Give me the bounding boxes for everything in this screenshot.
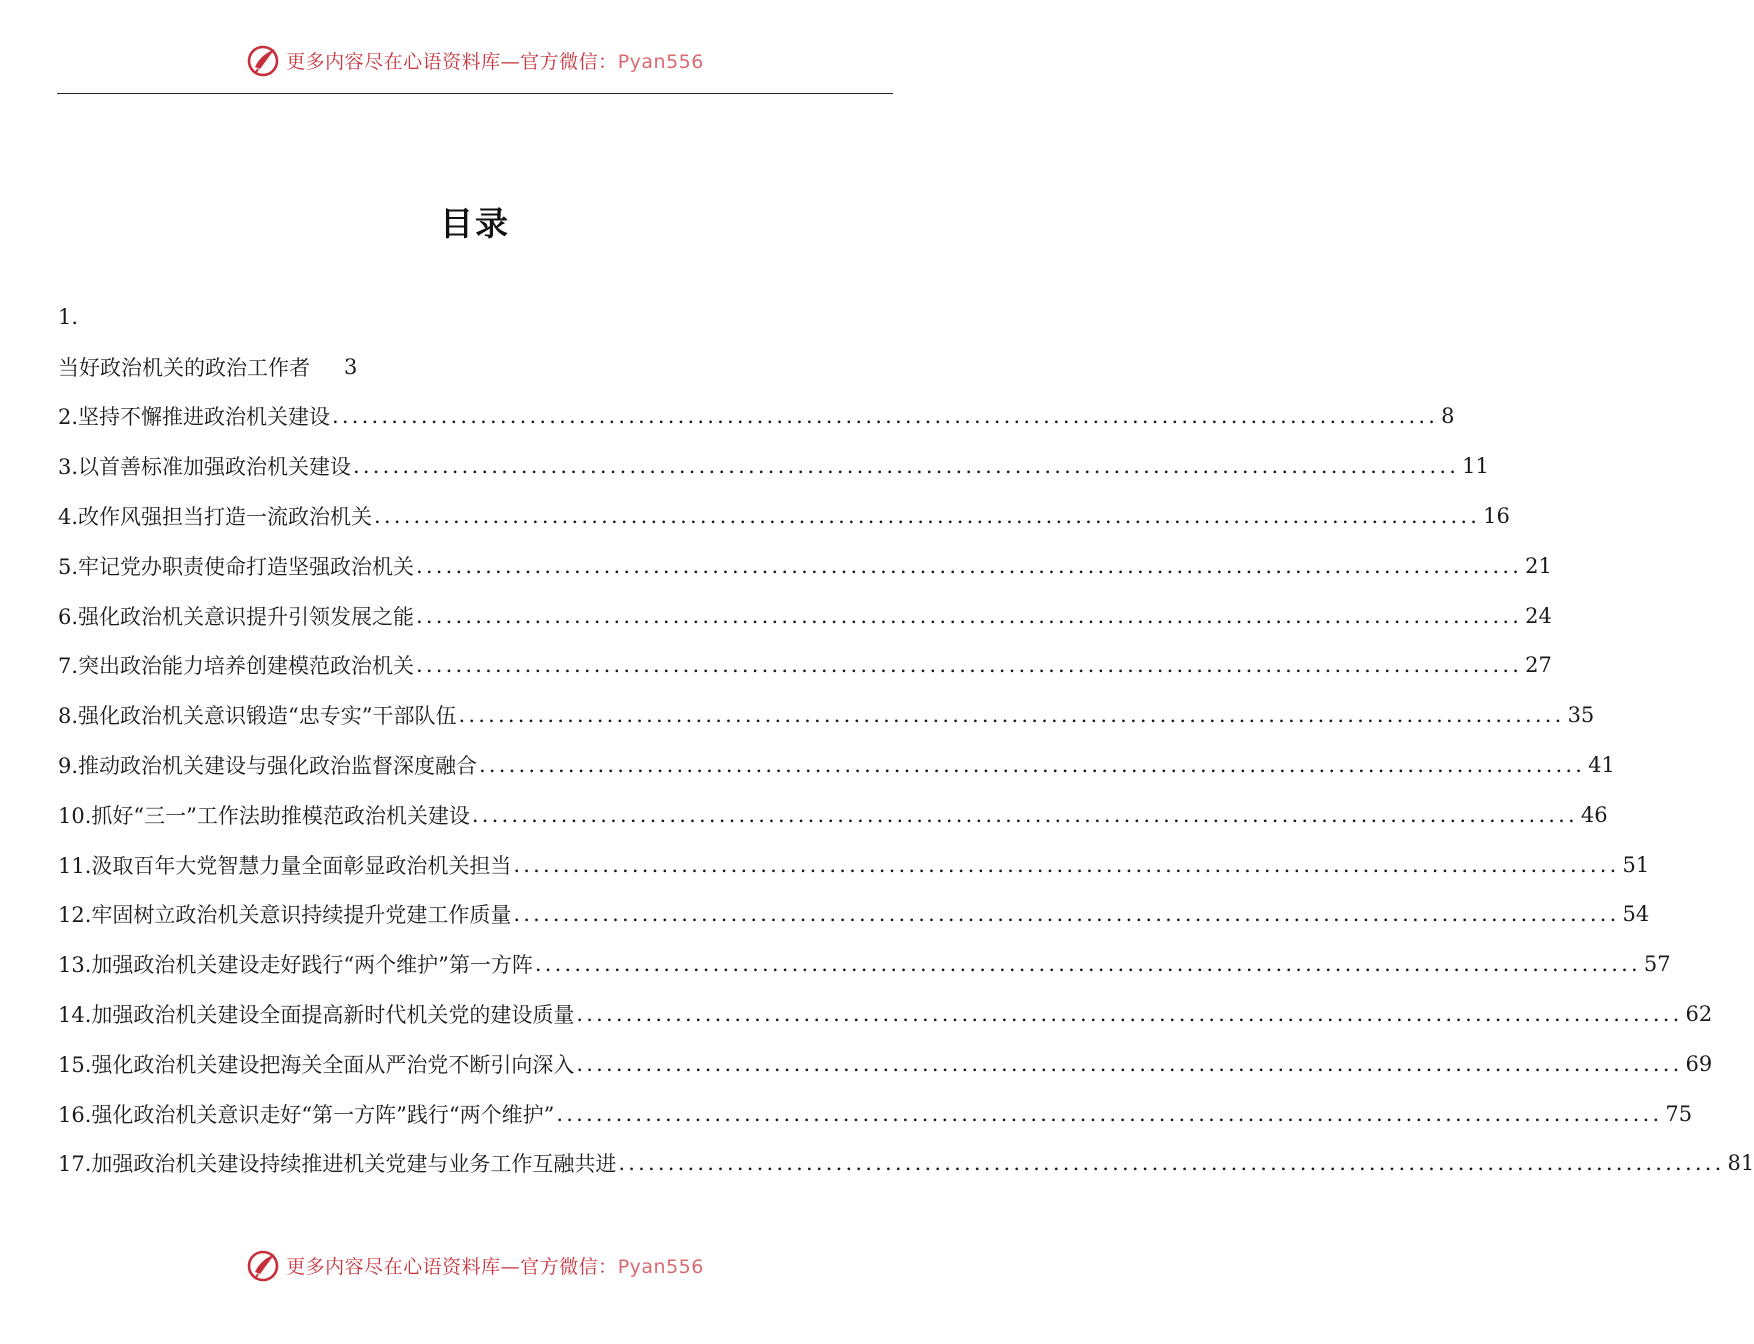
toc-entry-1[interactable] <box>58 342 893 392</box>
toc-entry-page: 75 <box>1665 1101 1693 1126</box>
toc-entry-7[interactable] <box>58 641 1552 691</box>
toc-leader-dots: ................................................................................................................ <box>416 603 1523 628</box>
toc-entry-page: 51 <box>1622 852 1650 877</box>
toc-entry-page: 69 <box>1685 1051 1713 1076</box>
toc-entry-16[interactable] <box>58 1089 1693 1139</box>
toc-leader-dots: ................................................................................................................ <box>479 753 1586 778</box>
toc-entry-page: 27 <box>1525 653 1552 678</box>
toc-leader-dots: ................................................................................................................ <box>471 802 1578 827</box>
toc-entry-page: 46 <box>1580 802 1608 827</box>
toc-entry-3[interactable] <box>58 441 1489 491</box>
header-wechat-label: 官方微信： <box>520 50 618 73</box>
toc-entry-10[interactable] <box>58 790 1608 840</box>
footer-dash: — <box>500 1255 521 1278</box>
toc-entry-page: 3 <box>344 354 358 379</box>
toc-leader-dots: ................................................................................................................ <box>353 454 1460 479</box>
toc-entry-title: 9.推动政治机关建设与强化政治监督深度融合 <box>58 754 478 779</box>
toc-entry-5[interactable] <box>58 541 1552 591</box>
toc-entry-list <box>58 392 1754 1189</box>
toc-leader-dots: ................................................................................................................ <box>534 952 1641 977</box>
toc-entry-title: 12.牢固树立政治机关意识持续提升党建工作质量 <box>58 903 512 928</box>
toc-entry-title: 17.加强政治机关建设持续推进机关党建与业务工作互融共进 <box>58 1152 617 1177</box>
table-of-contents <box>58 292 1754 1188</box>
toc-entry-title: 6.强化政治机关意识提升引领发展之能 <box>58 604 415 629</box>
page-title: 目录 <box>440 204 510 243</box>
toc-entry-page: 54 <box>1622 902 1650 927</box>
toc-entry-title: 11.汲取百年大党智慧力量全面彰显政治机关担当 <box>58 853 512 878</box>
toc-leader-dots: ................................................................................................................ <box>332 404 1439 429</box>
toc-entry-title: 5.牢记党办职责使命打造坚强政治机关 <box>58 554 415 579</box>
toc-entry-title: 13.加强政治机关建设走好践行“两个维护”第一方阵 <box>58 953 533 978</box>
brand-logo-icon <box>246 43 280 77</box>
toc-entry-page: 62 <box>1685 1002 1713 1027</box>
toc-entry-12[interactable] <box>58 890 1650 940</box>
toc-entry-page: 21 <box>1525 553 1552 578</box>
toc-entry-14[interactable] <box>58 989 1713 1039</box>
toc-entry-title: 8.强化政治机关意识锻造“忠专实”干部队伍 <box>58 704 457 729</box>
toc-leader-dots: ................................................................................................................ <box>416 553 1523 578</box>
footer-brand: 更多内容尽在心语资料库 <box>286 1255 501 1278</box>
toc-leader-dots: ................................................................................................................ <box>416 653 1523 678</box>
toc-entry-title: 14.加强政治机关建设全面提高新时代机关党的建设质量 <box>58 1003 575 1028</box>
toc-entry-6[interactable] <box>58 591 1552 641</box>
toc-leader-dots: ................................................................................................................ <box>513 902 1620 927</box>
toc-entry-9[interactable] <box>58 740 1615 790</box>
toc-entry-17[interactable] <box>58 1139 1754 1189</box>
toc-entry-title: 当好政治机关的政治工作者 <box>58 355 310 380</box>
toc-entry-page: 8 <box>1441 404 1455 429</box>
toc-entry-title: 7.突出政治能力培养创建模范政治机关 <box>58 654 415 679</box>
toc-entry-title: 10.抓好“三一”工作法助推模范政治机关建设 <box>58 803 470 828</box>
toc-leader-dots: ................................................................................................................ <box>576 1002 1683 1027</box>
toc-entry-page: 11 <box>1462 454 1489 479</box>
toc-leader-dots: ................................................................................................................ <box>513 852 1620 877</box>
toc-entry-13[interactable] <box>58 939 1671 989</box>
header-wechat-id: Pyan556 <box>617 50 704 73</box>
toc-entry-page: 57 <box>1643 952 1671 977</box>
header-divider <box>57 93 893 94</box>
footer-text <box>286 1252 704 1279</box>
toc-entry-1-number[interactable] <box>58 292 893 342</box>
toc-entry-page: 41 <box>1588 753 1615 778</box>
toc-entry-title: 16.强化政治机关意识走好“第一方阵”践行“两个维护” <box>58 1102 555 1127</box>
toc-leader-dots: ................................................................................................................ <box>374 504 1481 529</box>
toc-leader-dots: ................................................................................................................ <box>556 1101 1663 1126</box>
toc-leader-dots: ................................................................................................................ <box>458 703 1565 728</box>
toc-leader-dots: ................................................................................................................ <box>618 1151 1725 1176</box>
toc-entry-title: 3.以首善标准加强政治机关建设 <box>58 455 352 480</box>
toc-entry-4[interactable] <box>58 491 1510 541</box>
footer-wechat-id: Pyan556 <box>617 1255 704 1278</box>
toc-entry-title: 4.改作风强担当打造一流政治机关 <box>58 505 373 530</box>
toc-entry-15[interactable] <box>58 1039 1713 1089</box>
toc-entry-page: 35 <box>1567 703 1595 728</box>
header-dash: — <box>500 50 521 73</box>
toc-entry-11[interactable] <box>58 840 1650 890</box>
footer-banner <box>0 1245 950 1285</box>
toc-entry-number: 1. <box>58 304 79 329</box>
toc-entry-page: 81 <box>1727 1151 1754 1176</box>
toc-entry-page: 16 <box>1483 504 1510 529</box>
toc-leader-dots: ................................................................................................................ <box>576 1051 1683 1076</box>
footer-wechat-label: 官方微信： <box>520 1255 618 1278</box>
toc-entry-2[interactable] <box>58 392 1455 442</box>
brand-logo-icon <box>246 1248 280 1282</box>
header-banner <box>0 40 950 80</box>
toc-entry-page: 24 <box>1525 603 1552 628</box>
header-text <box>286 47 704 74</box>
toc-entry-title: 2.坚持不懈推进政治机关建设 <box>58 405 331 430</box>
header-brand: 更多内容尽在心语资料库 <box>286 50 501 73</box>
toc-entry-title: 15.强化政治机关建设把海关全面从严治党不断引向深入 <box>58 1052 575 1077</box>
toc-entry-8[interactable] <box>58 690 1595 740</box>
